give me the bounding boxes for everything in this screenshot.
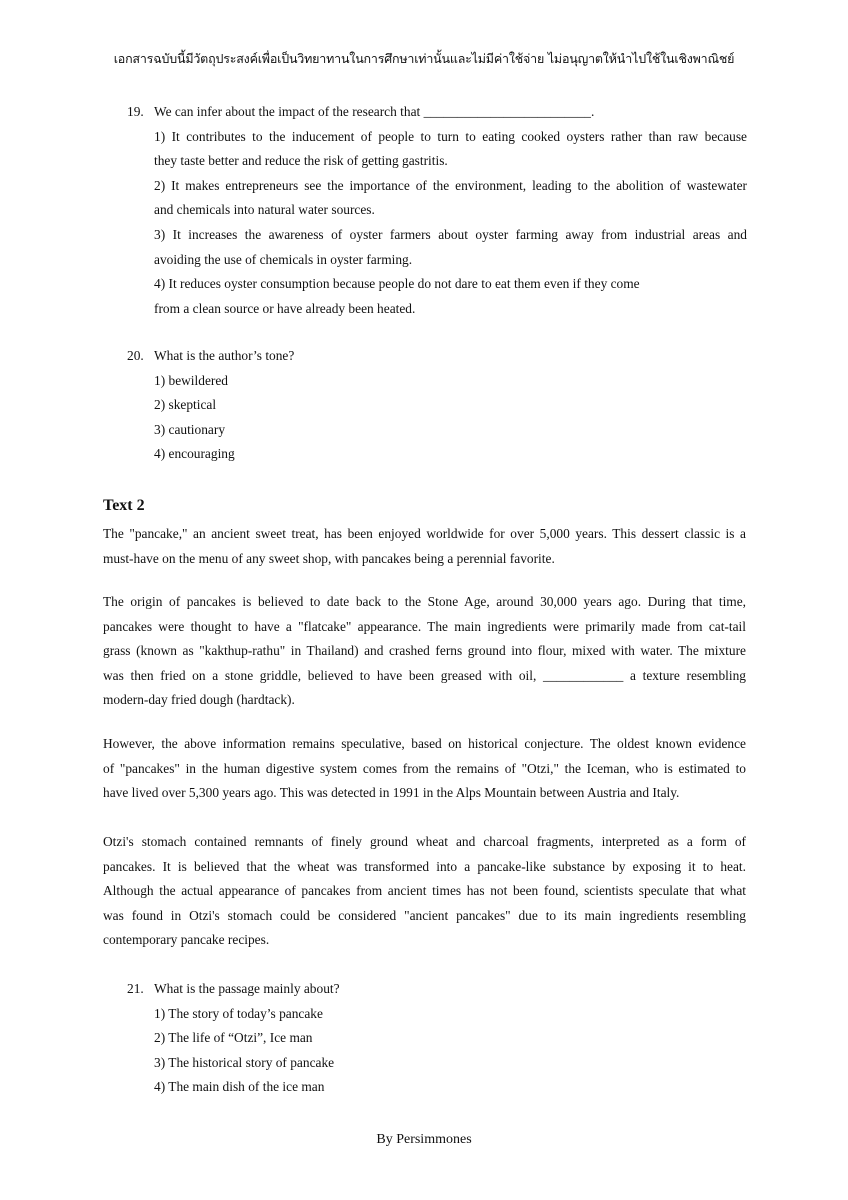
answer-option-4[interactable]: 4) encouraging [154,446,235,462]
passage-line: was then fried on a stone griddle, believed to have been greased with oil, ____________ a texture resembling [103,667,746,683]
question-19-stem-row [127,100,747,125]
page-header-disclaimer: เอกสารฉบับนี้มีวัตถุประสงค์เพื่อเป็นวิทยาทานในการศึกษาเท่านั้นและไม่มีค่าใช้จ่าย ไม่อนุญาตให้นำไปใช้ในเชิงพาณิชย์ [113,51,735,66]
question-20 [127,344,747,467]
passage-paragraph-3 [103,732,746,806]
option-line: from a clean source or have already been heated. [154,300,416,316]
passage-paragraph-4 [103,830,746,953]
question-number: 21. [127,981,144,996]
answer-option-1[interactable]: 1) bewildered [154,372,228,388]
answer-option-3[interactable]: 3) cautionary [154,421,226,437]
option-line: and chemicals into natural water sources. [154,202,375,218]
passage-line: contemporary pancake recipes. [103,932,270,948]
answer-option-3[interactable] [127,223,747,272]
option-line: avoiding the use of chemicals in oyster farming. [154,251,413,267]
answer-option-1[interactable]: 1) The story of today’s pancake [154,1005,323,1021]
passage-line: Otzi's stomach contained remnants of finely ground wheat and charcoal fragments, interpreted as a form of [103,834,746,849]
answer-option-2[interactable]: 2) skeptical [154,397,217,413]
question-number: 20. [127,348,144,363]
question-stem: What is the passage mainly about? [154,981,340,996]
answer-option-4[interactable] [127,272,747,321]
option-line: 2) It makes entrepreneurs see the importance of the environment, leading to the abolition of wastewater [154,177,747,193]
option-line: 3) It increases the awareness of oyster farmers about oyster farming away from industrial areas and [154,226,747,242]
passage-line: must-have on the menu of any sweet shop, with pancakes being a perennial favorite. [103,550,555,566]
question-21 [127,977,747,1100]
passage-line: grass (known as "kakthup-rathu" in Thailand) and crashed ferns ground into flour, mixed with water. The mixture [103,643,746,659]
passage-line: pancakes were thought to have a "flatcake" appearance. The main ingredients were primarily made from cat-tail [103,618,746,634]
section-title: Text 2 [103,497,145,514]
answer-option-2[interactable] [127,174,747,223]
passage-line: The origin of pancakes is believed to date back to the Stone Age, around 30,000 years ago. During that time, [103,594,746,609]
question-stem: What is the author’s tone? [154,348,295,363]
question-19 [127,100,747,321]
passage-line: pancakes. It is believed that the wheat was transformed into a pancake-like substance by exposing it to heat. [103,858,746,874]
passage-line: have lived over 5,300 years ago. This was detected in 1991 in the Alps Mountain between Austria and Italy. [103,785,680,801]
passage-line: was found in Otzi's stomach could be considered "ancient pancakes" due to its main ingredients resembling [103,907,746,923]
question-21-stem-row [127,977,747,1002]
passage-line: However, the above information remains speculative, based on historical conjecture. The oldest known evidence [103,736,746,751]
question-number: 19. [127,104,144,119]
passage-line: The "pancake," an ancient sweet treat, has been enjoyed worldwide for over 5,000 years. This dessert classic is a [103,526,746,541]
passage-line: of "pancakes" in the human digestive system comes from the remains of "Otzi," the Iceman, who is estimated to [103,760,746,776]
option-line: they taste better and reduce the risk of getting gastritis. [154,153,448,169]
answer-option-2[interactable]: 2) The life of “Otzi”, Ice man [154,1030,313,1046]
option-line: 1) It contributes to the inducement of people to turn to eating cooked oysters rather than raw because [154,128,747,144]
question-stem: We can infer about the impact of the research that _________________________. [154,104,595,119]
passage-line: modern-day fried dough (hardtack). [103,692,295,708]
passage-paragraph-1 [103,522,746,571]
question-20-stem-row [127,344,747,369]
answer-option-3[interactable]: 3) The historical story of pancake [154,1054,335,1070]
answer-option-4[interactable]: 4) The main dish of the ice man [154,1079,325,1095]
passage-paragraph-2 [103,590,746,713]
passage-line: Although the actual appearance of pancakes from ancient times has not been found, scientists speculate that what [103,883,746,899]
page-footer-credit: By Persimmones [376,1132,472,1147]
option-line: 4) It reduces oyster consumption because people do not dare to eat them even if they come [154,276,640,292]
answer-option-1[interactable] [127,125,747,174]
